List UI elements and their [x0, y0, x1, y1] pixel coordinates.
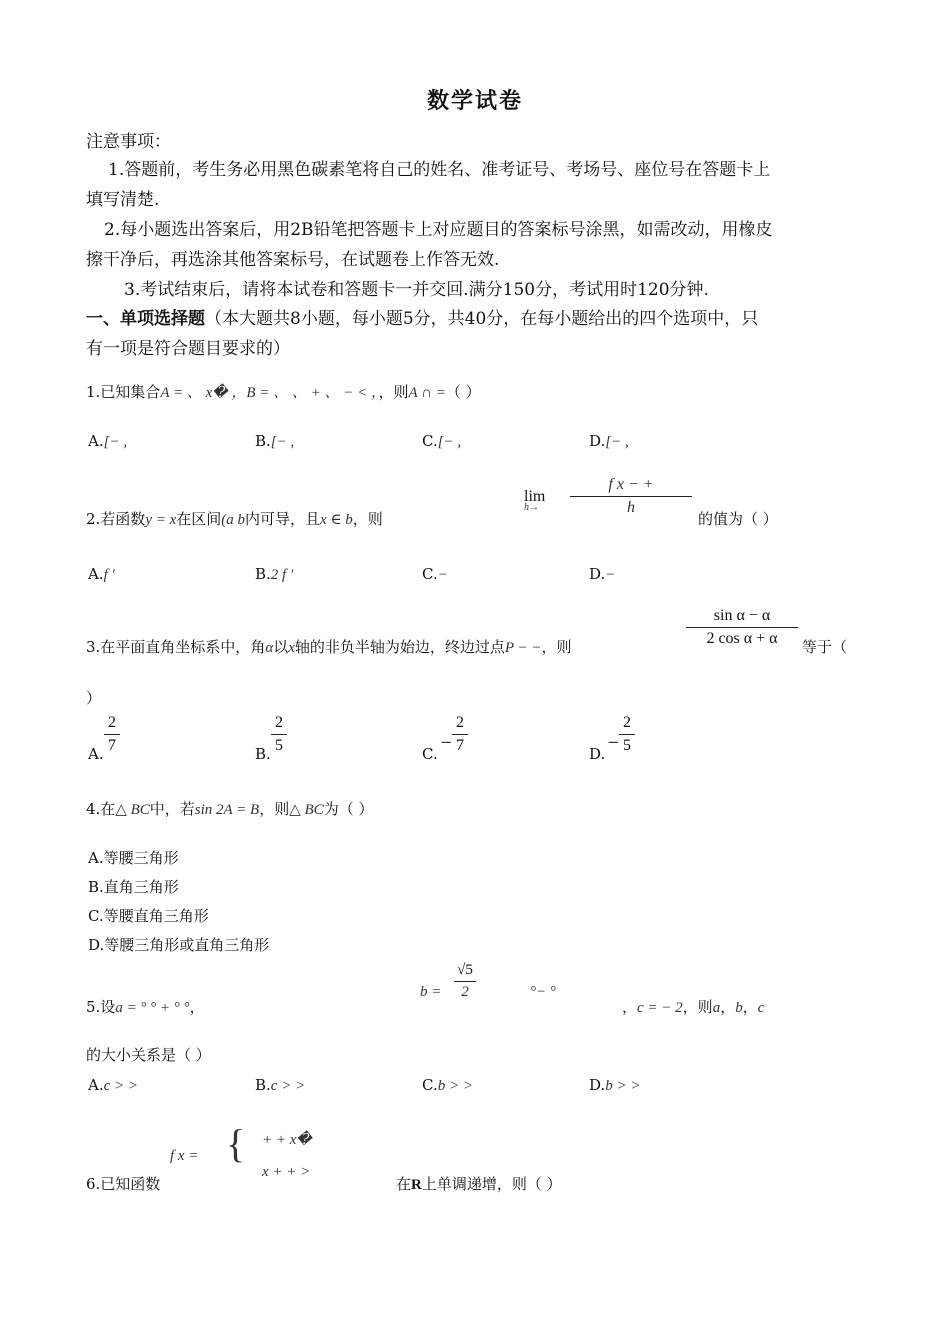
q6-case-1: + + x�	[262, 1132, 312, 1148]
q3-fraction: sin α − α 2 cos α + α	[686, 607, 798, 648]
q5-option-c[interactable]: C.b > >	[422, 1076, 473, 1094]
q5-c: c	[757, 1000, 765, 1016]
q5-b-frac: √5 2	[454, 962, 476, 1001]
q3-option-c-frac: 2 7	[452, 714, 468, 755]
q1-set-a: A = 、 x� ，	[160, 385, 247, 401]
q6-suffix-line: 在R上单调递增，则（ ）	[396, 1175, 562, 1193]
q3-option-a-frac: 2 7	[104, 714, 120, 755]
q3-option-b-frac: 2 5	[271, 714, 287, 755]
q5-c-def: c = − 2	[637, 1000, 683, 1016]
q2-func: y = x	[145, 512, 177, 528]
q3-prefix: 3.在平面直角坐标系中，角	[86, 638, 266, 656]
q1-prefix: 1.已知集合	[86, 383, 161, 401]
q3-alpha: α	[265, 640, 274, 656]
note-line: 擦干净后，再选涂其他答案标号，在试题卷上作答无效.	[86, 250, 500, 270]
q1-paren: （ ）	[445, 383, 481, 401]
page-title: 数学试卷	[426, 88, 523, 114]
q5-mid: ，则	[682, 998, 713, 1016]
q3-mid2: 轴的非负半轴为始边，终边过点	[294, 638, 505, 656]
q5-comma2: ，	[622, 998, 638, 1016]
q3-option-c-sign: −	[440, 733, 453, 751]
q4-option-d[interactable]: D.等腰三角形或直角三角形	[88, 936, 270, 954]
q5-comma1: ，	[189, 998, 205, 1016]
q1-option-c[interactable]: C.[− ,	[422, 432, 462, 450]
q3-x: x	[288, 640, 295, 656]
section-heading	[86, 307, 758, 331]
q2-prefix: 2.若函数	[86, 510, 146, 528]
q3-option-b[interactable]: B.	[255, 745, 271, 763]
q1-intersection: A ∩ =	[408, 385, 446, 401]
notes-heading: 注意事项：	[86, 132, 171, 152]
q1-option-d[interactable]: D.[− ,	[589, 432, 629, 450]
piecewise-brace: {	[226, 1121, 246, 1166]
q2-fraction: f x − + h	[570, 476, 692, 517]
q5-b-lhs: b =	[420, 984, 442, 1000]
q3-point: P − −	[504, 640, 542, 656]
q5-line2: 的大小关系是（ ）	[86, 1046, 211, 1064]
q2-mid2: 内可导，且	[245, 510, 321, 528]
q3-option-d-frac: 2 5	[619, 714, 635, 755]
q4-option-a[interactable]: A.等腰三角形	[88, 849, 179, 867]
q1-option-b[interactable]: B.[− ,	[255, 432, 295, 450]
note-line: 2.每小题选出答案后，用2B铅笔把答题卡上对应题目的答案标号涂黑，如需改动，用橡皮	[104, 220, 773, 240]
section-desc-line2: 有一项是符合题目要求的）	[86, 339, 290, 359]
q2-mid1: 在区间	[176, 510, 222, 528]
q2-x-in: x ∈ b	[320, 512, 353, 528]
q1-option-a[interactable]: A.[− ,	[88, 432, 128, 450]
q3-close: ）	[86, 689, 102, 707]
q4-condition: sin 2A = B	[194, 802, 260, 818]
q5-b-rest: °− °	[530, 984, 556, 1000]
q5-a: a	[712, 1000, 721, 1016]
q4-triangle: △ BC	[115, 802, 150, 818]
q3-suffix: 等于（	[802, 638, 848, 656]
q4-option-b[interactable]: B.直角三角形	[88, 878, 179, 896]
q2-suffix: 的值为（ ）	[698, 510, 778, 528]
q3-option-a[interactable]: A.	[88, 745, 104, 763]
q2-option-c[interactable]: C.−	[422, 565, 448, 583]
q6-func: f x =	[170, 1148, 199, 1164]
q5-b: b	[735, 1000, 743, 1016]
q5-a-def: a = ° ° + ° °	[115, 1000, 190, 1016]
note-line: 3.考试结束后，请将本试卷和答题卡一并交回.满分150分，考试用时120分钟.	[124, 280, 709, 300]
q3-mid1: 以	[273, 638, 289, 656]
question-1	[86, 380, 481, 405]
q2-option-b[interactable]: B.2 f ′	[255, 565, 294, 583]
note-line: 1.答题前，考生务必用黑色碳素笔将自己的姓名、准考证号、考场号、座位号在答题卡上	[108, 160, 771, 180]
q2-interval: (a b	[221, 512, 246, 528]
section-desc: （本大题共8小题，每小题5分，共40分，在每小题给出的四个选项中，只	[205, 309, 759, 329]
q5-option-d[interactable]: D.b > >	[589, 1076, 641, 1094]
q3-mid3: ，则	[541, 638, 572, 656]
q6-prefix: 6.已知函数	[86, 1175, 161, 1193]
question-3	[86, 635, 572, 660]
q6-case-2: x + + >	[262, 1164, 311, 1180]
q3-option-c[interactable]: C.	[422, 745, 438, 763]
q5-option-a[interactable]: A.c > >	[88, 1076, 139, 1094]
q4-mid1: 中，若	[149, 800, 195, 818]
q4-prefix: 4.在	[86, 800, 116, 818]
q4-option-c[interactable]: C.等腰直角三角形	[88, 907, 209, 925]
section-label: 一、单项选择题	[86, 309, 205, 329]
note-line: 填写清楚.	[86, 190, 160, 210]
q6-reals: R	[411, 1177, 422, 1193]
q4-mid2: ，则	[259, 800, 290, 818]
q1-set-b: B = 、 、 + 、 − < ，	[246, 385, 379, 401]
q4-triangle-2: △ BC	[289, 802, 324, 818]
question-5	[86, 995, 205, 1020]
q2-option-a[interactable]: A.f ′	[88, 565, 115, 583]
q5-option-b[interactable]: B.c > >	[255, 1076, 306, 1094]
q2-mid3: ，则	[352, 510, 383, 528]
q3-option-d[interactable]: D.	[589, 745, 606, 763]
q2-lim: lim h→	[524, 488, 546, 513]
q3-option-d-sign: −	[607, 733, 620, 751]
q1-mid: ，则	[378, 383, 409, 401]
q5-rest: ，c = − 2，则a，b，c	[622, 998, 765, 1016]
question-4	[86, 797, 373, 822]
q4-suffix: 为（ ）	[323, 800, 374, 818]
q5-prefix: 5.设	[86, 998, 116, 1016]
question-2	[86, 507, 383, 532]
q2-option-d[interactable]: D.−	[589, 565, 616, 583]
